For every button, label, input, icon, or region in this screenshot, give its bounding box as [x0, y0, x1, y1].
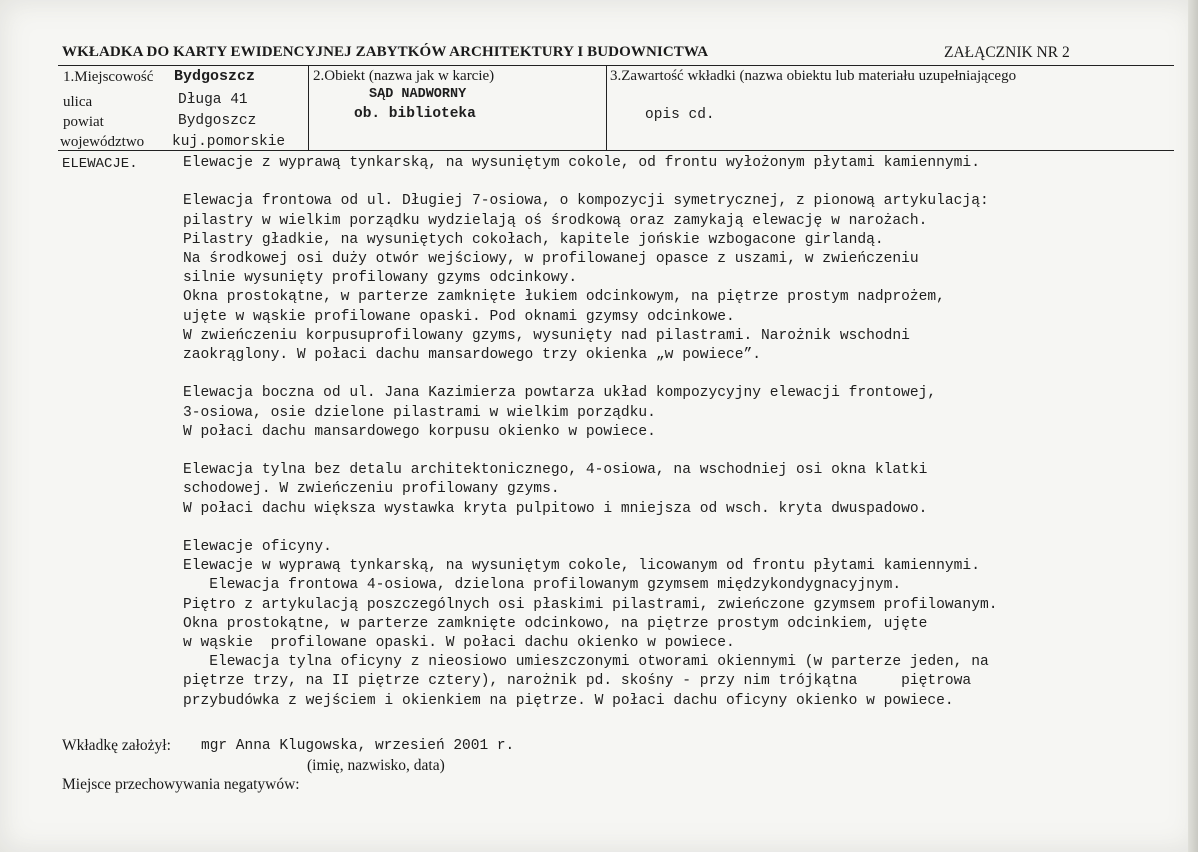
- author-hint: (imię, nazwisko, data): [307, 757, 445, 774]
- object-name: SĄD NADWORNY: [369, 87, 467, 102]
- voivodeship-label: województwo: [60, 134, 145, 150]
- district-value: Bydgoszcz: [178, 113, 257, 129]
- author-label: Wkładkę założył:: [62, 737, 171, 754]
- negatives-label: Miejsce przechowywania negatywów:: [62, 776, 300, 793]
- object-subname: ob. biblioteka: [354, 106, 476, 122]
- contents-heading: 3.Zawartość wkładki (nazwa obiektu lub materiału uzupełniającego: [610, 68, 1017, 84]
- section-label: ELEWACJE.: [62, 156, 138, 172]
- annex-number: ZAŁĄCZNIK NR 2: [944, 44, 1070, 61]
- location-heading: 1.Miejscowość: [63, 69, 154, 85]
- object-heading: 2.Obiekt (nazwa jak w karcie): [313, 68, 495, 84]
- voivodeship-value: kuj.pomorskie: [172, 134, 286, 150]
- street-label: ulica: [63, 94, 93, 110]
- paper-edge: [1188, 0, 1198, 852]
- header-rule-bottom: [58, 150, 1174, 151]
- card-title: WKŁADKA DO KARTY EWIDENCYJNEJ ZABYTKÓW ARCHITEKTURY I BUDOWNICTWA: [62, 44, 709, 60]
- author-value: mgr Anna Klugowska, wrzesień 2001 r.: [201, 738, 515, 754]
- contents-value: opis cd.: [645, 107, 715, 123]
- district-label: powiat: [63, 114, 104, 130]
- elevation-description: Elewacje z wyprawą tynkarską, na wysuniętym cokole, od frontu wyłożonym płytami kamiennymi. Elewacja frontowa od ul. Długiej 7-osiowa, o kompozycji symetrycznej, z pionową artykulacją: pilastry w wielkim porządku wydzielają oś środkową oraz zamykają elewację w narożach. Pilastry gładkie, na wysuniętych cokołach, kapitele jońskie wzbogacone girlandą. Na środkowej osi duży otwór wejściowy, w profilowanej opasce z uszami, w zwieńczeniu silnie wysunięty profilowany gzyms odcinkowy. Okna prostokątne, w parterze zamknięte łukiem odcinkowym, na piętrze prostym nadprożem, ujęte w wąskie profilowane opaski. Pod oknami gzymsy odcinkowe. W zwieńczeniu korpusuprofilowany gzyms, wysunięty nad pilastrami. Narożnik wschodni zaokrąglony. W połaci dachu mansardowego trzy okienka „w powiece”. Elewacja boczna od ul. Jana Kazimierza powtarza układ kompozycyjny elewacji frontowej, 3-osiowa, osie dzielone pilastrami w wielkim porządku. W połaci dachu mansardowego korpusu okienko w powiece. Elewacja tylna bez detalu architektonicznego, 4-osiowa, na wschodniej osi okna klatki schodowej. W zwieńczeniu profilowany gzyms. W połaci dachu większa wystawka kryta pulpitowo i mniejsza od wsch. kryta dwuspadowo. Elewacje oficyny. Elewacje w wyprawą tynkarską, na wysuniętym cokole, licowanym od frontu płytami kamiennymi. Elewacja frontowa 4-osiowa, dzielona profilowanym gzymsem międzykondygnacyjnym. Piętro z artykulacją poszczególnych osi płaskimi pilastrami, zwieńczone gzymsem profilowanym. Okna prostokątne, w parterze zamknięte odcinkowo, na piętrze prostym odcinkiem, ujęte w wąskie profilowane opaski. W połaci dachu okienko w powiece. Elewacja tylna oficyny z nieosiowo umieszczonymi otworami okiennymi (w parterze jeden, na piętrze trzy, na II piętrze cztery), narożnik pd. skośny - przy nim trójkątna piętrowa przybudówka z wejściem i okienkiem na piętrze. W połaci dachu oficyny okienko w powiece.: [183, 155, 998, 709]
- town-value: Bydgoszcz: [174, 68, 256, 85]
- column-divider-1: [308, 65, 309, 151]
- header-rule-top: [58, 65, 1174, 66]
- column-divider-2: [606, 65, 607, 151]
- street-value: Długa 41: [178, 92, 248, 108]
